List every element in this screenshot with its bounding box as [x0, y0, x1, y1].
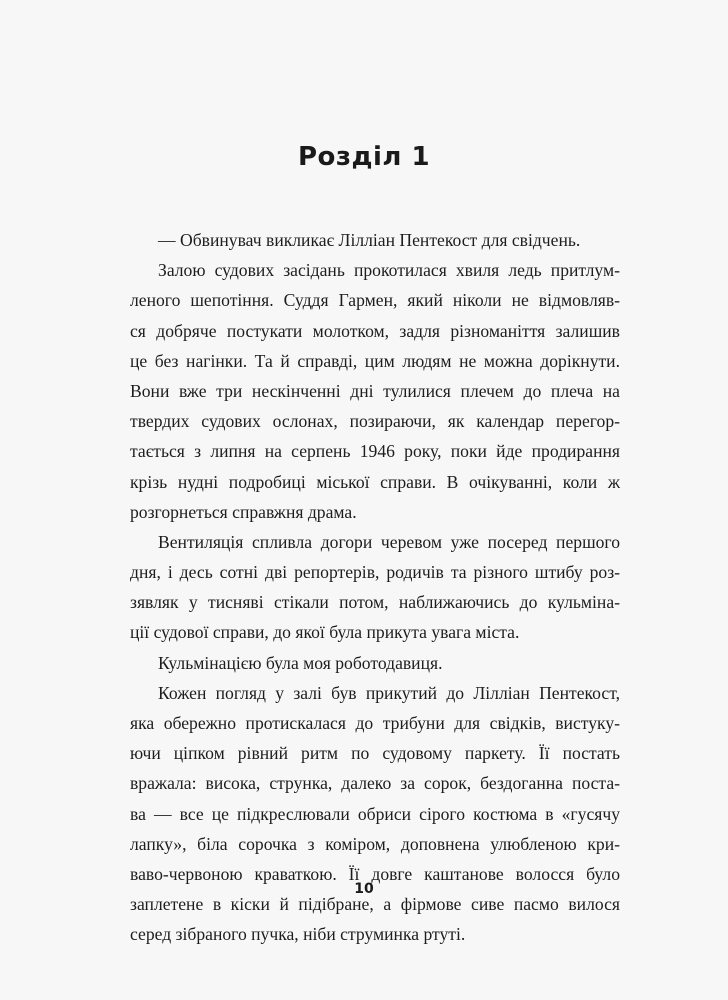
text-line: заплетене в кіски й підібране, а фірмове сиве пасмо вилося [130, 894, 620, 915]
text-line: ваво-червоною краваткою. Її довге каштанове волосся було [130, 863, 620, 884]
chapter-title: Розділ 1 [297, 142, 431, 172]
text-line: серед зібраного пучка, ніби струминка ртуті. [130, 924, 466, 945]
text-line: вражала: висока, струнка, далеко за сорок, бездоганна поста- [130, 773, 620, 794]
text-line: Вони вже три нескінченні дні тулилися плечем до плеча на [130, 380, 620, 401]
text-line: яка обережно протискалася до трибуни для свідків, вистуку- [130, 713, 620, 733]
text-line: Кульмінацією була моя роботодавиця. [158, 652, 443, 673]
text-line: це без нагінки. Та й справді, цим людям не можна дорікнути. [130, 350, 620, 371]
text-line: Кожен погляд у залі був прикутий до Лілліан Пентекост, [158, 682, 620, 703]
text-line: зявляк у тисняві стікали потом, наближаючись до кульміна- [130, 592, 620, 613]
text-line: — Обвинувач викликає Лілліан Пентекост для свідчень. [158, 230, 581, 250]
text-line: лапку», біла сорочка з коміром, доповнена улюбленою кри- [130, 833, 620, 854]
page-number: 10 [354, 881, 374, 897]
text-line: крізь нудні подробиці міської справи. В очікуванні, коли ж [130, 471, 620, 492]
text-line: ва — все це підкреслювали обриси сірого костюма в «гусячу [130, 803, 620, 824]
text-line: ся добряче постукати молотком, задля різноманіття залишив [130, 320, 620, 341]
body-text [130, 225, 620, 950]
text-line: ції судової справи, до якої була прикута увага міста. [130, 622, 520, 643]
text-line: леного шепотіння. Суддя Гармен, який ніколи не відмовляв- [130, 290, 620, 311]
text-line: твердих судових ослонах, позираючи, як календар перегор- [130, 411, 620, 432]
text-line: розгорнеться справжня драма. [130, 501, 357, 522]
text-line: тається з липня на серпень 1946 року, поки йде продирання [130, 441, 620, 462]
text-line: дня, і десь сотні дві репортерів, родичів та різного штибу роз- [130, 562, 620, 583]
text-line: Вентиляція спливла догори черевом уже посеред першого [158, 531, 620, 552]
text-line: Залою судових засідань прокотилася хвиля ледь притлум- [158, 260, 620, 281]
text-line: ючи ціпком рівний ритм по судовому паркету. Її постать [130, 743, 620, 764]
